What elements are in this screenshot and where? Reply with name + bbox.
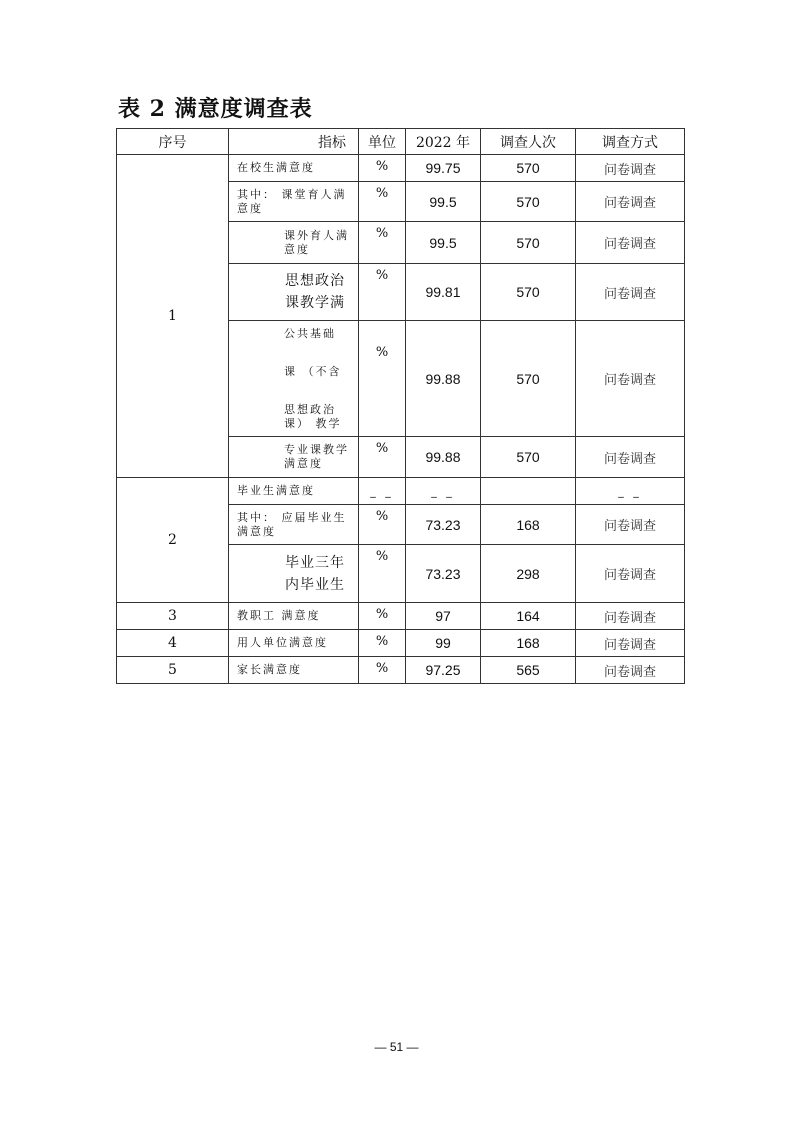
page-number: — 51 —	[374, 1040, 419, 1054]
row-year-value: 99.88	[406, 321, 481, 437]
row-count: 570	[481, 264, 576, 321]
row-indicator: 毕业生满意度	[229, 478, 359, 505]
row-count: 168	[481, 505, 576, 545]
satisfaction-table	[116, 128, 685, 684]
row-seq: 2	[117, 478, 229, 603]
row-unit: %	[359, 321, 406, 437]
row-indicator	[229, 321, 359, 437]
row-method: 问卷调查	[576, 505, 685, 545]
row-unit: %	[359, 545, 406, 603]
row-method: 问卷调查	[576, 437, 685, 478]
row-count: 168	[481, 630, 576, 657]
row-count	[481, 478, 576, 505]
row-count: 565	[481, 657, 576, 684]
row-year-value: 99	[406, 630, 481, 657]
row-method: 问卷调查	[576, 657, 685, 684]
table-header-row	[117, 129, 685, 155]
row-method: 问卷调查	[576, 545, 685, 603]
table-row	[117, 657, 685, 684]
row-indicator: 课外育人满意度	[229, 222, 359, 264]
row-count: 298	[481, 545, 576, 603]
row-method: 问卷调查	[576, 222, 685, 264]
row-count: 164	[481, 603, 576, 630]
header-seq: 序号	[117, 129, 229, 155]
indicator-line: 公共基础	[284, 326, 336, 340]
row-year-value: 99.75	[406, 155, 481, 182]
table-title: 表 2 满意度调查表	[118, 96, 313, 122]
row-unit: _ _	[359, 478, 406, 505]
row-count: 570	[481, 321, 576, 437]
row-seq: 1	[117, 155, 229, 478]
row-year-value: 99.5	[406, 222, 481, 264]
row-method: 问卷调查	[576, 264, 685, 321]
row-unit: %	[359, 630, 406, 657]
row-year-value: 97.25	[406, 657, 481, 684]
row-year-value: 73.23	[406, 545, 481, 603]
row-count: 570	[481, 222, 576, 264]
header-count: 调查人次	[481, 129, 576, 155]
row-unit: %	[359, 182, 406, 222]
row-unit: %	[359, 222, 406, 264]
row-indicator: 专业课教学满意度	[229, 437, 359, 478]
header-method: 调查方式	[576, 129, 685, 155]
row-indicator: 在校生满意度	[229, 155, 359, 182]
row-year-value: 73.23	[406, 505, 481, 545]
header-year: 2022 年	[406, 129, 481, 155]
table-row	[117, 603, 685, 630]
row-seq: 3	[117, 603, 229, 630]
table-row	[117, 630, 685, 657]
row-seq: 4	[117, 630, 229, 657]
row-unit: %	[359, 264, 406, 321]
row-year-value: _ _	[406, 478, 481, 505]
row-method: 问卷调查	[576, 155, 685, 182]
row-seq: 5	[117, 657, 229, 684]
row-indicator: 其中： 课堂育人满意度	[229, 182, 359, 222]
row-indicator: 思想政治课教学满	[229, 264, 359, 321]
indicator-line: 课 （不含	[284, 364, 342, 378]
row-count: 570	[481, 437, 576, 478]
row-year-value: 99.81	[406, 264, 481, 321]
row-method: 问卷调查	[576, 630, 685, 657]
row-unit: %	[359, 505, 406, 545]
row-unit: %	[359, 155, 406, 182]
header-indicator: 指标	[229, 129, 359, 155]
table-row	[117, 155, 685, 182]
table-row	[117, 478, 685, 505]
row-year-value: 99.88	[406, 437, 481, 478]
row-indicator: 教职工 满意度	[229, 603, 359, 630]
row-method: 问卷调查	[576, 321, 685, 437]
row-count: 570	[481, 182, 576, 222]
row-unit: %	[359, 603, 406, 630]
header-unit: 单位	[359, 129, 406, 155]
row-indicator: 其中： 应届毕业生满意度	[229, 505, 359, 545]
row-indicator: 毕业三年内毕业生	[229, 545, 359, 603]
row-indicator: 用人单位满意度	[229, 630, 359, 657]
row-unit: %	[359, 437, 406, 478]
row-method: 问卷调查	[576, 182, 685, 222]
indicator-line: 思想政治课） 教学	[284, 402, 342, 430]
row-year-value: 99.5	[406, 182, 481, 222]
row-method: _ _	[576, 478, 685, 505]
row-indicator: 家长满意度	[229, 657, 359, 684]
row-count: 570	[481, 155, 576, 182]
row-year-value: 97	[406, 603, 481, 630]
row-unit: %	[359, 657, 406, 684]
row-method: 问卷调查	[576, 603, 685, 630]
